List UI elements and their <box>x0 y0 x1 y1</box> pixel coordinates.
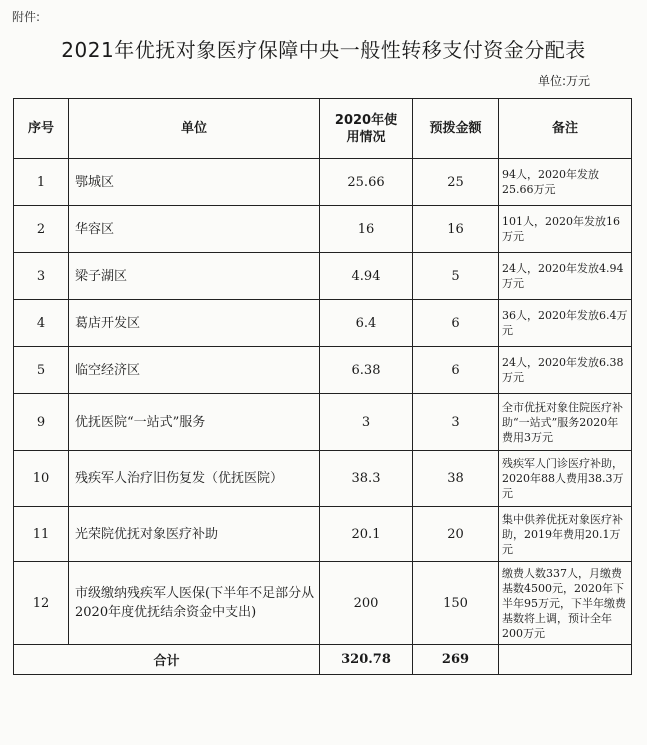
table-row <box>14 562 632 645</box>
col-header-used: 2020年使用情况 <box>320 99 413 159</box>
total-row <box>14 645 632 675</box>
row-unit: 残疾军人治疗旧伤复发（优抚医院） <box>69 451 320 507</box>
table-row <box>14 507 632 562</box>
table-row <box>14 206 632 253</box>
row-alloc: 6 <box>413 300 499 347</box>
total-note <box>499 645 632 675</box>
unit-label: 单位:万元 <box>538 74 591 88</box>
col-header-index: 序号 <box>14 99 69 159</box>
row-note: 24人，2020年发放4.94万元 <box>499 253 632 300</box>
row-note: 94人，2020年发放25.66万元 <box>499 159 632 206</box>
row-unit: 葛店开发区 <box>69 300 320 347</box>
row-used: 38.3 <box>320 451 413 507</box>
allocation-table <box>13 98 632 675</box>
row-alloc: 150 <box>413 562 499 645</box>
row-note: 全市优抚对象住院医疗补助“一站式”服务2020年费用3万元 <box>499 394 632 451</box>
row-used: 4.94 <box>320 253 413 300</box>
table-row <box>14 394 632 451</box>
row-index: 2 <box>14 206 69 253</box>
row-unit: 临空经济区 <box>69 347 320 394</box>
table-row <box>14 347 632 394</box>
row-used: 20.1 <box>320 507 413 562</box>
row-alloc: 20 <box>413 507 499 562</box>
col-header-note: 备注 <box>499 99 632 159</box>
row-note: 集中供养优抚对象医疗补助，2019年费用20.1万元 <box>499 507 632 562</box>
col-header-alloc: 预拨金额 <box>413 99 499 159</box>
row-alloc: 5 <box>413 253 499 300</box>
table-row <box>14 159 632 206</box>
row-alloc: 16 <box>413 206 499 253</box>
row-unit: 光荣院优抚对象医疗补助 <box>69 507 320 562</box>
row-note: 36人，2020年发放6.4万元 <box>499 300 632 347</box>
row-used: 25.66 <box>320 159 413 206</box>
row-alloc: 38 <box>413 451 499 507</box>
row-index: 3 <box>14 253 69 300</box>
row-alloc: 25 <box>413 159 499 206</box>
col-header-unit: 单位 <box>69 99 320 159</box>
page-title: 2021年优抚对象医疗保障中央一般性转移支付资金分配表 <box>61 38 586 62</box>
row-index: 12 <box>14 562 69 645</box>
row-index: 11 <box>14 507 69 562</box>
row-unit: 优抚医院“一站式”服务 <box>69 394 320 451</box>
total-label: 合计 <box>14 645 320 675</box>
row-alloc: 3 <box>413 394 499 451</box>
row-index: 10 <box>14 451 69 507</box>
row-used: 3 <box>320 394 413 451</box>
row-unit: 鄂城区 <box>69 159 320 206</box>
table-row <box>14 451 632 507</box>
row-index: 5 <box>14 347 69 394</box>
row-index: 9 <box>14 394 69 451</box>
attachment-label: 附件: <box>12 10 41 24</box>
row-index: 4 <box>14 300 69 347</box>
total-alloc: 269 <box>413 645 499 675</box>
table-header-row <box>14 99 632 159</box>
row-unit: 华容区 <box>69 206 320 253</box>
row-note: 缴费人数337人，月缴费基数4500元，2020年下半年95万元，下半年缴费基数将上调，预计全年200万元 <box>499 562 632 645</box>
row-unit: 梁子湖区 <box>69 253 320 300</box>
table-row <box>14 300 632 347</box>
row-used: 200 <box>320 562 413 645</box>
row-note: 残疾军人门诊医疗补助，2020年88人费用38.3万元 <box>499 451 632 507</box>
row-used: 6.38 <box>320 347 413 394</box>
row-unit: 市级缴纳残疾军人医保(下半年不足部分从2020年度优抚结余资金中支出) <box>69 562 320 645</box>
row-used: 6.4 <box>320 300 413 347</box>
row-alloc: 6 <box>413 347 499 394</box>
row-note: 24人，2020年发放6.38万元 <box>499 347 632 394</box>
row-used: 16 <box>320 206 413 253</box>
total-used: 320.78 <box>320 645 413 675</box>
row-index: 1 <box>14 159 69 206</box>
row-note: 101人，2020年发放16万元 <box>499 206 632 253</box>
table-row <box>14 253 632 300</box>
